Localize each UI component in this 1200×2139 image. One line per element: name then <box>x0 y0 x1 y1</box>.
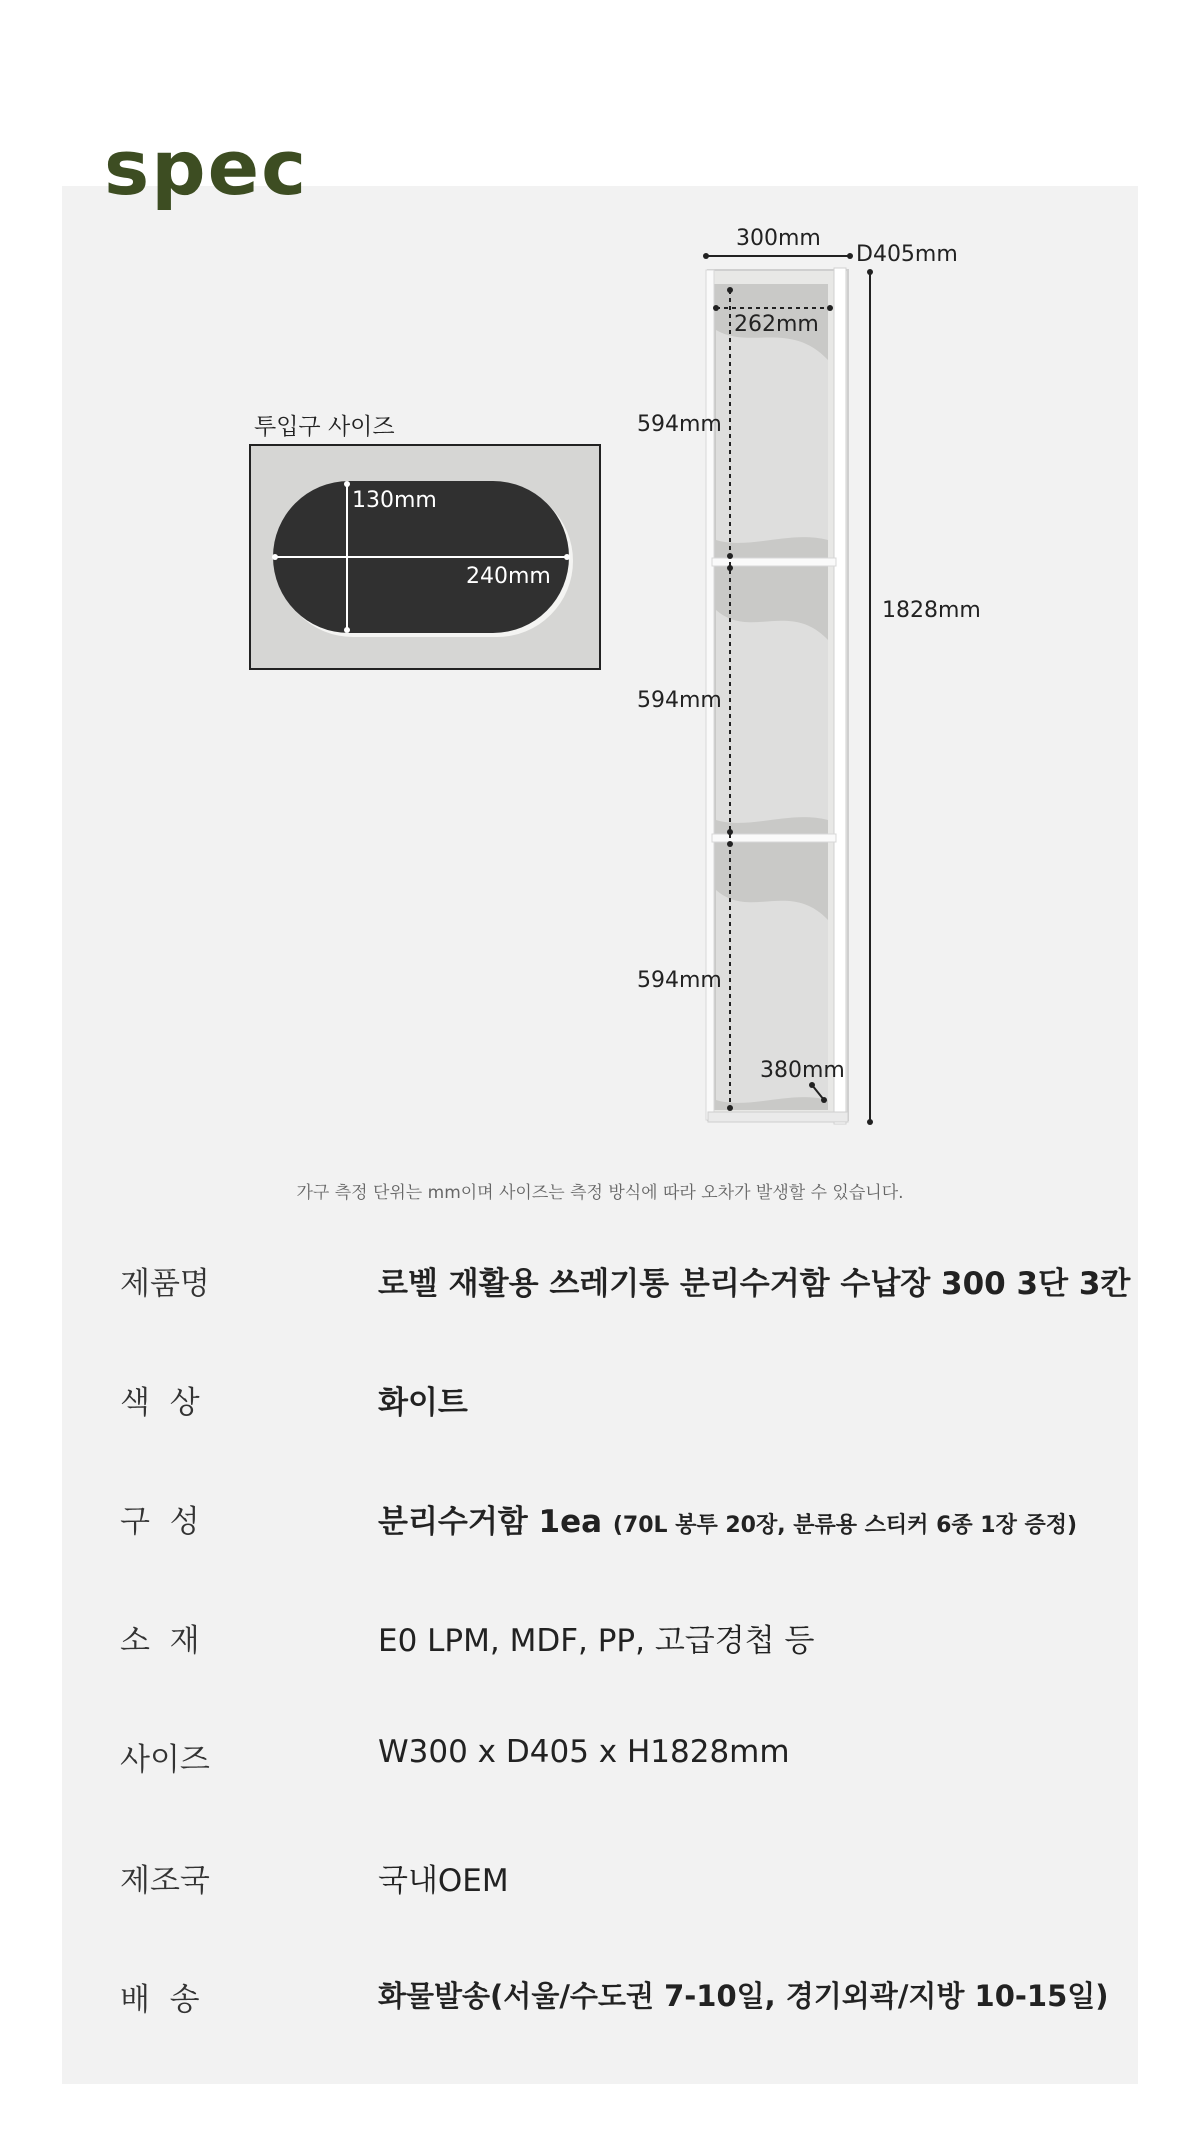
measurement-note: 가구 측정 단위는 mm이며 사이즈는 측정 방식에 따라 오차가 발생할 수 있습니다. <box>296 1183 904 1203</box>
spec-value: 로벨 재활용 쓰레기통 분리수거함 수납장 300 3단 3칸 <box>378 1266 1131 1302</box>
cabinet-section-height-dim-1: 594mm <box>637 412 722 437</box>
cabinet-section-height-dim-2: 594mm <box>637 688 722 713</box>
spec-row-size <box>120 1734 1120 1794</box>
cabinet-width-dim: 300mm <box>736 226 821 251</box>
spec-label: 색 상 <box>120 1385 200 1421</box>
spec-row-shipping <box>120 1974 1120 2034</box>
spec-value: 분리수거함 1ea <box>378 1504 603 1540</box>
spec-label: 소 재 <box>120 1623 200 1659</box>
spec-row-color <box>120 1377 1120 1437</box>
spec-label: 사이즈 <box>120 1742 210 1778</box>
slot-width-dim: 240mm <box>466 564 551 589</box>
spec-label: 구 성 <box>120 1504 200 1540</box>
slot-opening-illustration <box>251 446 599 668</box>
spec-value-group <box>378 1496 1077 1541</box>
spec-value: W300 x D405 x H1828mm <box>378 1734 790 1770</box>
spec-value: 화이트 <box>378 1385 468 1421</box>
spec-row-composition <box>120 1496 1120 1556</box>
cabinet-inner-width-dim: 262mm <box>734 312 819 337</box>
page-title: spec <box>104 123 309 212</box>
spec-value: 화물발송(서울/수도권 7-10일, 경기외곽/지방 10-15일) <box>378 1979 1109 2013</box>
slot-height-dim: 130mm <box>352 488 437 513</box>
spec-row-material <box>120 1615 1120 1675</box>
cabinet-section-height-dim-3: 594mm <box>637 968 722 993</box>
spec-value-note: (70L 봉투 20장, 분류용 스티커 6종 1장 증정) <box>612 1513 1078 1538</box>
cabinet-depth-dim: D405mm <box>856 242 958 267</box>
slot-diagram <box>249 444 601 670</box>
spec-label: 제품명 <box>120 1266 210 1302</box>
spec-value: E0 LPM, MDF, PP, 고급경첩 등 <box>378 1623 815 1659</box>
spec-label: 제조국 <box>120 1863 210 1899</box>
spec-row-origin <box>120 1855 1120 1915</box>
cabinet-total-height-dim: 1828mm <box>882 598 981 623</box>
spec-value: 국내OEM <box>378 1863 509 1899</box>
cabinet-bottom-depth-dim: 380mm <box>760 1058 845 1083</box>
slot-size-label: 투입구 사이즈 <box>254 414 395 440</box>
spec-row-product-name <box>120 1258 1131 1318</box>
spec-label: 배 송 <box>120 1982 200 2018</box>
